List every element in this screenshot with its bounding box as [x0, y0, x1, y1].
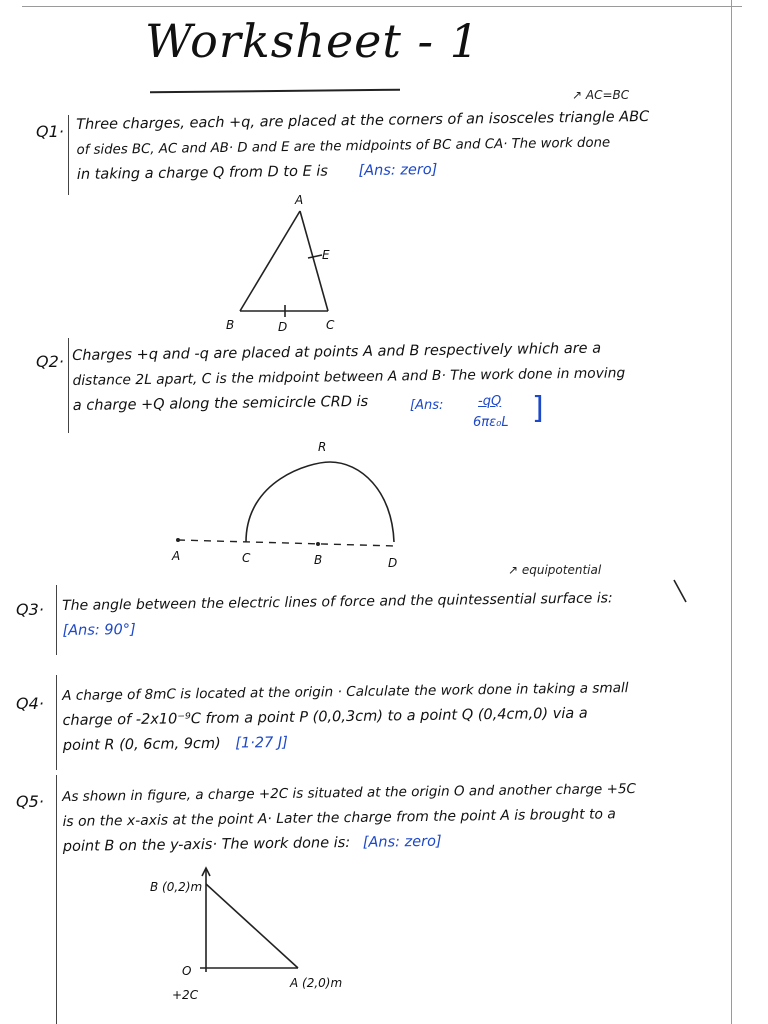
q1-margin-line [68, 115, 69, 195]
q4-answer: [1·27 J] [235, 734, 288, 752]
q1-text [76, 104, 727, 188]
q5-label-o-charge: +2C [172, 988, 199, 1002]
q1-label-a: A [295, 193, 304, 207]
q2-label-c: C [242, 551, 251, 565]
q1-answer: [Ans: zero] [358, 161, 438, 180]
q1-label-c: C [326, 318, 335, 332]
point-a-dot [176, 538, 180, 542]
q5-axes-figure [170, 860, 370, 980]
q2-line-3: a charge +Q along the semicircle CRD is [72, 393, 369, 414]
q2-label-a: A [172, 549, 181, 563]
q2-line-2: distance 2L apart, C is the midpoint between A and B· The work done in moving [72, 365, 626, 389]
midpoint-e-tick [308, 255, 322, 258]
q5-label-b: B (0,2)m [150, 880, 203, 894]
q5-line-3-text: point B on the y-axis· The work done is: [62, 834, 351, 855]
q4-line-2: charge of -2x10⁻⁹C from a point P (0,0,3cm) to a point Q (0,4cm,0) via a [62, 705, 588, 729]
q2-label-d: D [388, 556, 398, 570]
q2-text [72, 335, 733, 419]
q5-label-o: O [182, 964, 192, 978]
q1-line-2: of sides BC, AC and AB· D and E are the midpoints of BC and CA· The work done [76, 135, 611, 158]
q5-text [62, 776, 728, 860]
q5-label-a: A (2,0)m [290, 976, 343, 990]
triangle-side-ab [240, 211, 300, 311]
page-edge-right [731, 0, 732, 1024]
worksheet-title: Worksheet - 1 [145, 14, 480, 68]
q1-line-1: Three charges, each +q, are placed at the corners of an isosceles triangle ABC [76, 108, 650, 133]
q5-line-2: is on the x-axis at the point A· Later the charge from the point A is brought to a [62, 806, 616, 830]
q2-answer-prefix: [Ans: [410, 398, 444, 413]
semicircle-crd [246, 462, 394, 542]
path-a-to-b [206, 884, 298, 968]
line-a-to-d [178, 540, 396, 546]
q2-number: Q2· [36, 352, 64, 371]
title-underline [150, 89, 400, 94]
q2-answer-denominator: 6πε₀L [473, 415, 509, 430]
page-edge-top [22, 6, 742, 7]
q1-line-3-text: in taking a charge Q from D to E is [76, 163, 329, 183]
q2-line-1: Charges +q and -q are placed at points A and B respectively which are a [72, 340, 602, 364]
q4-text [62, 675, 728, 759]
q4-line-1: A charge of 8mC is located at the origin · Calculate the work done in taking a small [62, 680, 629, 704]
q2-answer-numerator: -qQ [478, 394, 502, 409]
q2-margin-line [68, 338, 69, 433]
point-b-dot [316, 542, 320, 546]
q2-label-r: R [318, 440, 327, 454]
q4-line-3-text: point R (0, 6cm, 9cm) [62, 735, 221, 754]
q3-number: Q3· [16, 600, 44, 619]
q1-number: Q1· [36, 122, 64, 141]
q5-margin-line [56, 775, 57, 1024]
q1-label-d: D [278, 320, 288, 334]
q3-text [62, 585, 728, 644]
q3-answer: [Ans: 90°] [62, 621, 136, 639]
q2-answer-close: ] [532, 391, 544, 426]
q5-line-1: As shown in figure, a charge +2C is situated at the origin O and another charge +5C [62, 780, 637, 805]
q4-margin-line [56, 675, 57, 770]
q1-side-note: ↗ AC=BC [572, 88, 630, 102]
q3-side-note: ↗ equipotential [508, 563, 602, 577]
q2-semicircle-figure [170, 450, 410, 560]
q5-answer: [Ans: zero] [362, 833, 442, 851]
q3-margin-line [56, 585, 57, 655]
q2-label-b: B [314, 553, 323, 567]
q1-label-e: E [322, 248, 330, 262]
q5-number: Q5· [16, 792, 44, 811]
q4-number: Q4· [16, 694, 44, 713]
q1-triangle-figure [230, 205, 340, 330]
q3-line-1: The angle between the electric lines of force and the quintessential surface is: [62, 590, 613, 614]
q1-label-b: B [226, 318, 235, 332]
